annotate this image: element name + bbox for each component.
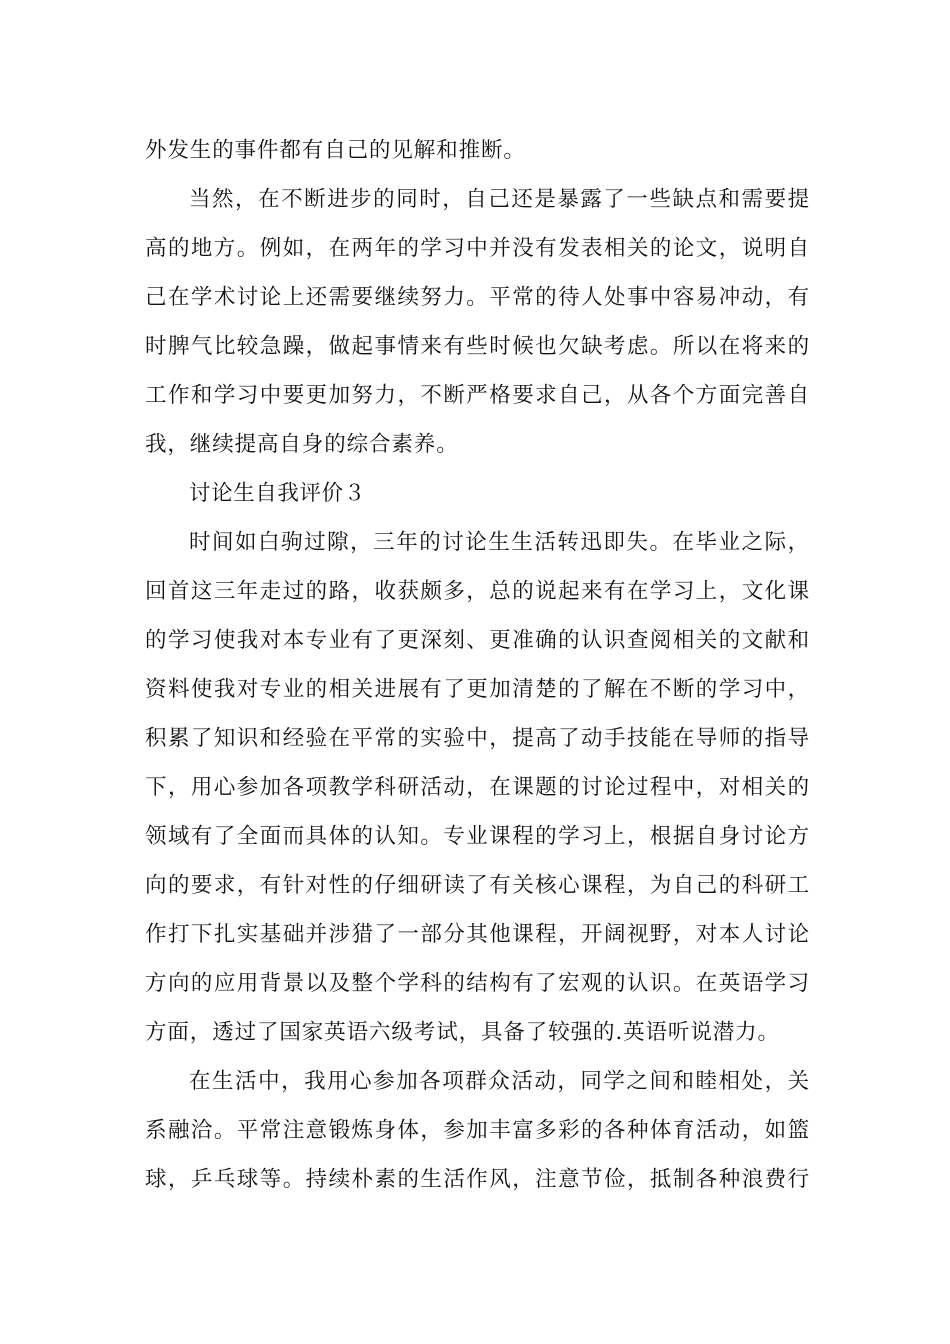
section-heading: 讨论生自我评价３ (189, 481, 366, 506)
text-line: 工作和学习中要更加努力，不断严格要求自己，从各个方面完善自 (145, 383, 810, 408)
text-line: 回首这三年走过的路，收获颇多，总的说起来有在学习上，文化课 (145, 579, 810, 604)
text-line: 球，乒乓球等。持续朴素的生活作风，注意节俭，抵制各种浪费行 (145, 1167, 810, 1192)
text-line: 己在学术讨论上还需要继续努力。平常的待人处事中容易冲动，有 (145, 285, 810, 310)
text-line: 时脾气比较急躁，做起事情来有些时候也欠缺考虑。所以在将来的 (145, 334, 810, 359)
text-line: 外发生的事件都有自己的见解和推断。 (145, 138, 526, 163)
text-line: 方面，透过了国家英语六级考试，具备了较强的.英语听说潜力。 (145, 1020, 780, 1045)
text-line: 领域有了全面而具体的认知。专业课程的学习上，根据自身讨论方 (145, 824, 810, 849)
text-line: 作打下扎实基础并涉猎了一部分其他课程，开阔视野，对本人讨论 (145, 922, 810, 947)
text-line: 下，用心参加各项教学科研活动，在课题的讨论过程中，对相关的 (145, 775, 810, 800)
text-line: 当然，在不断进步的同时，自己还是暴露了一些缺点和需要提 (189, 187, 810, 212)
text-line: 方向的应用背景以及整个学科的结构有了宏观的认识。在英语学习 (145, 971, 810, 996)
text-line: 资料使我对专业的相关进展有了更加清楚的了解在不断的学习中， (145, 677, 810, 702)
text-line: 系融洽。平常注意锻炼身体，参加丰富多彩的各种体育活动，如篮 (145, 1118, 810, 1143)
text-line: 的学习使我对本专业有了更深刻、更准确的认识查阅相关的文献和 (145, 628, 810, 653)
text-line: 向的要求，有针对性的仔细研读了有关核心课程，为自己的科研工 (145, 873, 810, 898)
text-line: 高的地方。例如，在两年的学习中并没有发表相关的论文，说明自 (145, 236, 810, 261)
text-line: 积累了知识和经验在平常的实验中，提高了动手技能在导师的指导 (145, 726, 810, 751)
text-line: 我，继续提高自身的综合素养。 (145, 432, 459, 457)
text-line: 时间如白驹过隙，三年的讨论生生活转迅即失。在毕业之际， (189, 530, 810, 555)
text-line: 在生活中，我用心参加各项群众活动，同学之间和睦相处，关 (189, 1069, 810, 1094)
